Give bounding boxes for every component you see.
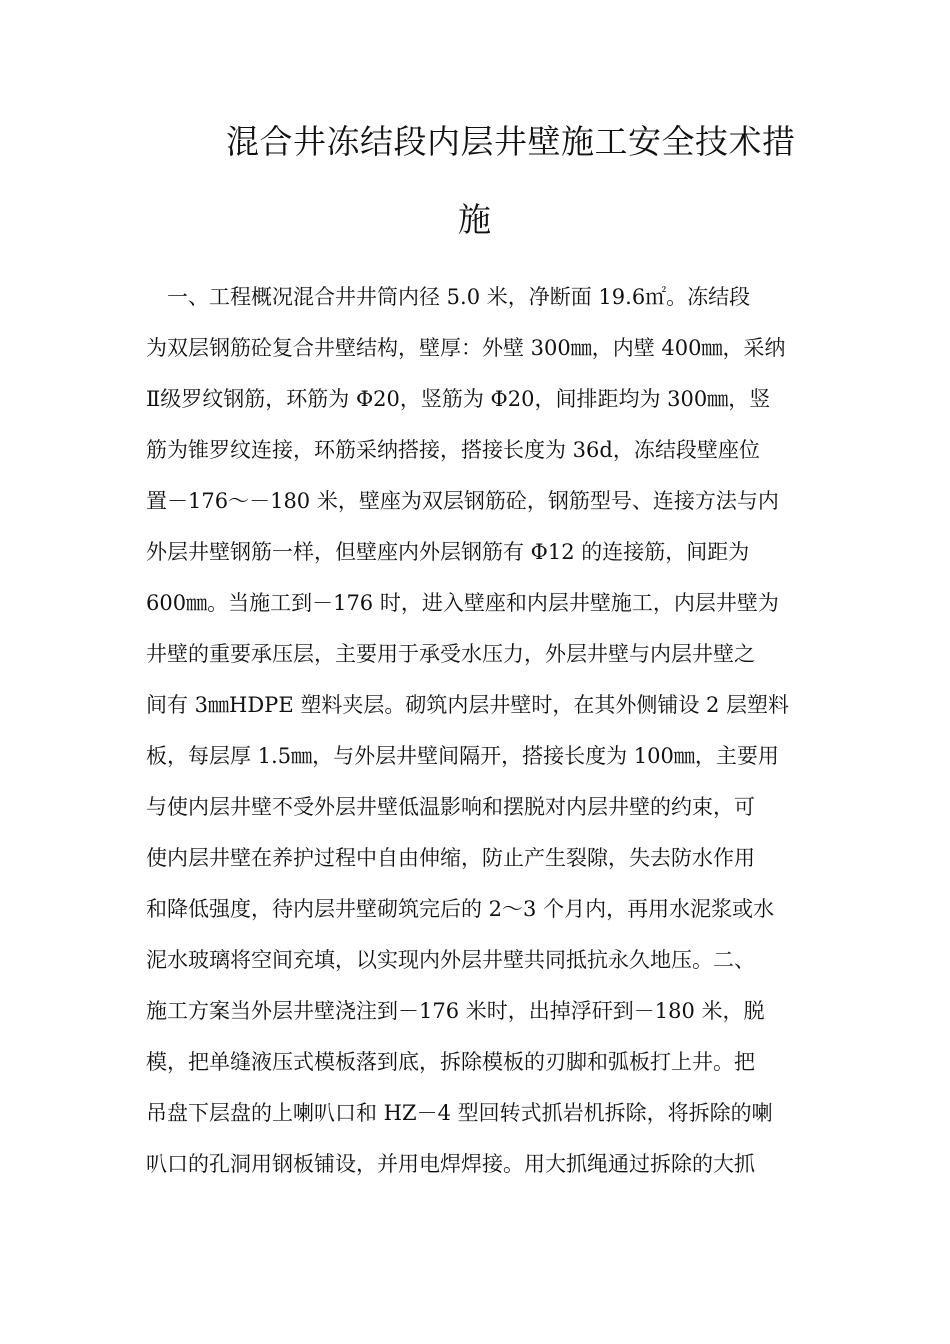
body-line-16: 模，把单缝液压式模板落到底，拆除模板的刃脚和弧板打上井。把: [146, 1050, 755, 1074]
body-line-4: 筋为锥罗纹连接，环筋采纳搭接，搭接长度为 36d，冻结段壁座位: [146, 438, 760, 462]
body-line-2: 为双层钢筋砼复合井壁结构，壁厚：外壁 300㎜，内壁 400㎜，采纳: [146, 336, 786, 360]
body-line-8: 井壁的重要承压层，主要用于承受水压力，外层井壁与内层井壁之: [146, 642, 755, 666]
body-line-5: 置－176～－180 米，壁座为双层钢筋砼，钢筋型号、连接方法与内: [146, 489, 779, 513]
body-line-1: 一、工程概况混合井井筒内径 5.0 米，净断面 19.6㎡。冻结段: [146, 285, 751, 309]
body-line-7: 600㎜。当施工到－176 时，进入壁座和内层井壁施工，内层井壁为: [146, 591, 779, 615]
body-line-13: 和降低强度，待内层井壁砌筑完后的 2～3 个月内，再用水泥浆或水: [146, 897, 775, 921]
document-title-line-2: 施: [458, 200, 492, 239]
body-line-17: 吊盘下层盘的上喇叭口和 HZ－4 型回转式抓岩机拆除，将拆除的喇: [146, 1101, 773, 1125]
body-line-9: 间有 3㎜HDPE 塑料夹层。砌筑内层井壁时，在其外侧铺设 2 层塑料: [146, 693, 790, 717]
body-line-12: 使内层井壁在养护过程中自由伸缩，防止产生裂隙，失去防水作用: [146, 846, 755, 870]
document-title-line-1: 混合井冻结段内层井壁施工安全技术措: [226, 122, 796, 161]
body-line-3: Ⅱ级罗纹钢筋，环筋为 Φ20，竖筋为 Φ20，间排距均为 300㎜，竖: [146, 387, 771, 411]
body-line-6: 外层井壁钢筋一样，但壁座内外层钢筋有 Φ12 的连接筋，间距为: [146, 540, 750, 564]
body-line-14: 泥水玻璃将空间充填，以实现内外层井壁共同抵抗永久地压。二、: [146, 948, 755, 972]
body-line-15: 施工方案当外层井壁浇注到－176 米时，出掉浮矸到－180 米，脱: [146, 999, 765, 1023]
body-line-10: 板，每层厚 1.5㎜，与外层井壁间隔开，搭接长度为 100㎜，主要用: [146, 744, 779, 768]
body-line-11: 与使内层井壁不受外层井壁低温影响和摆脱对内层井壁的约束，可: [146, 795, 755, 819]
body-line-18: 叭口的孔洞用钢板铺设，并用电焊焊接。用大抓绳通过拆除的大抓: [146, 1152, 755, 1176]
